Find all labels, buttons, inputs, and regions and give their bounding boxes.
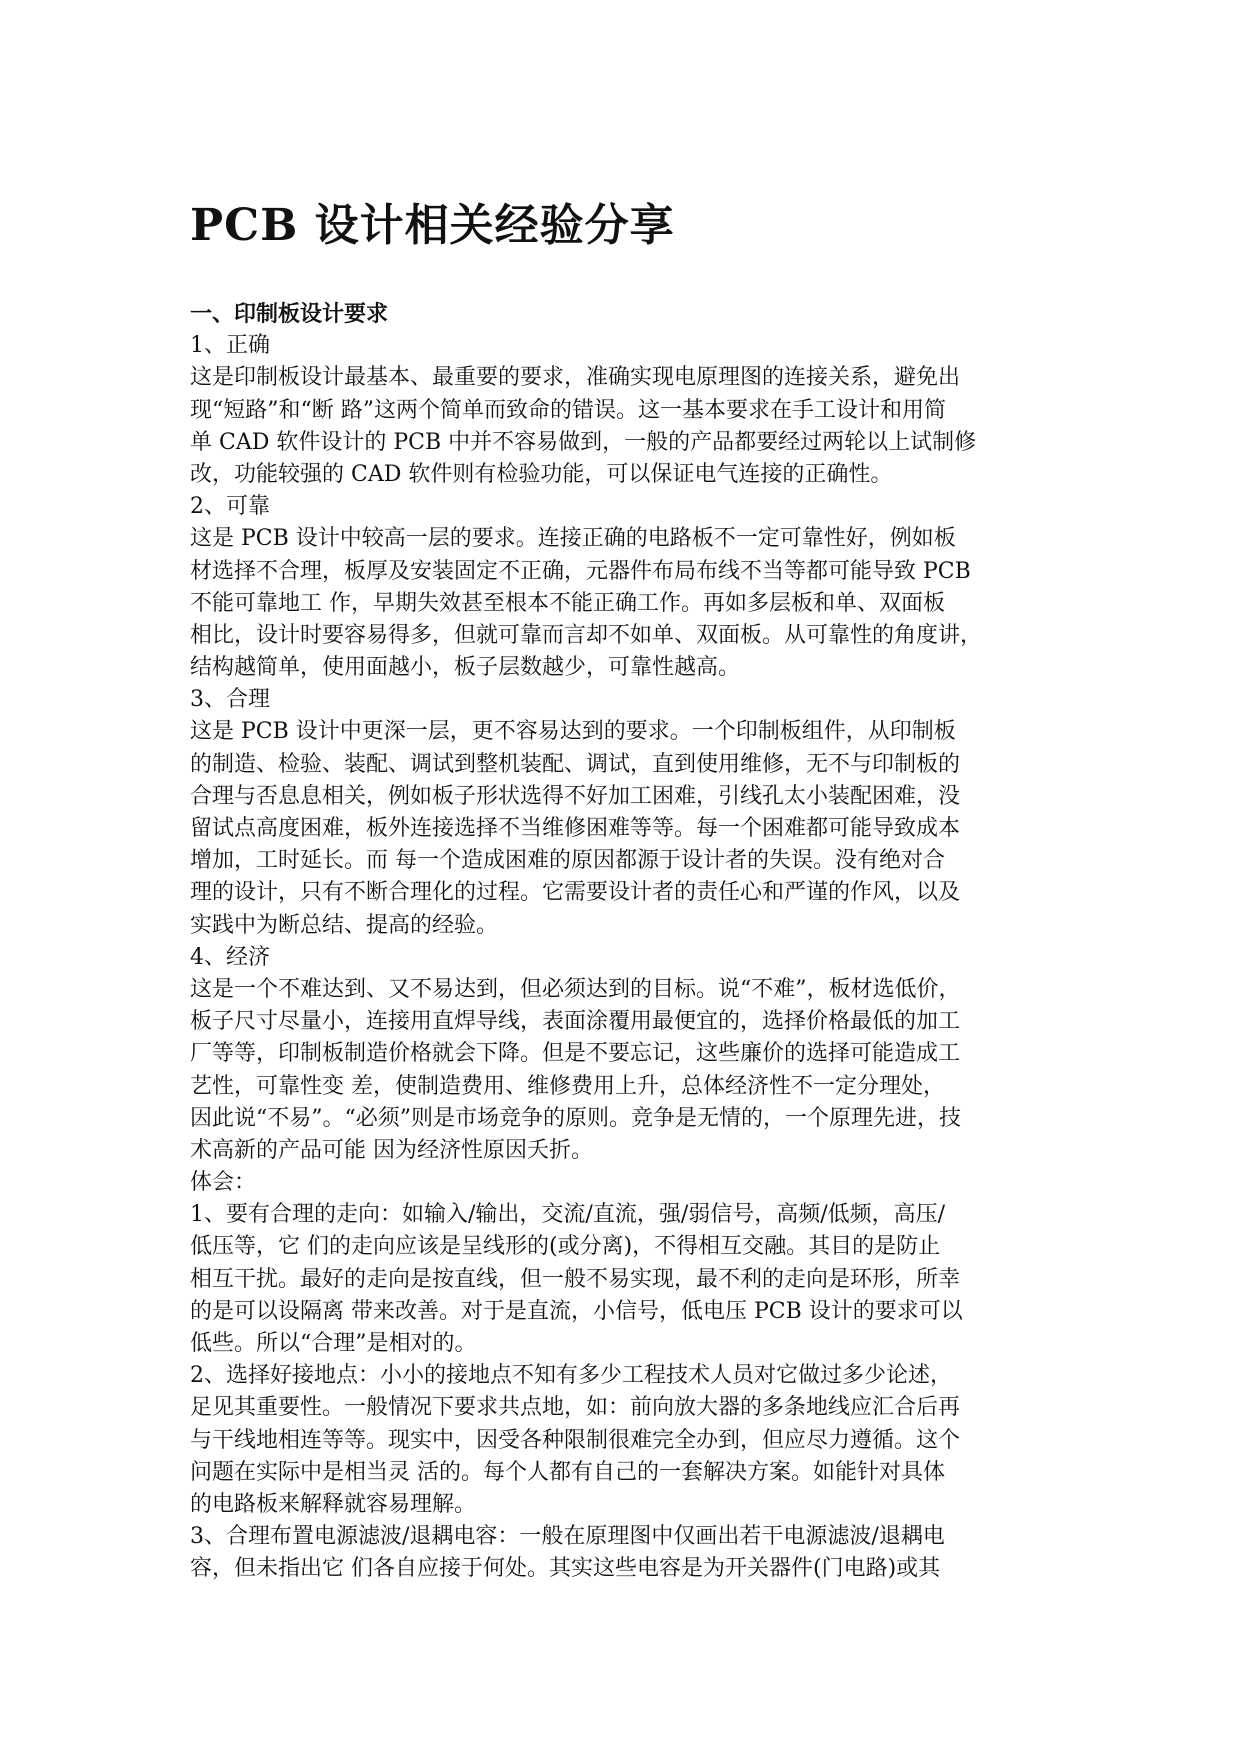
text-line: 理的设计，只有不断合理化的过程。它需要设计者的责任心和严谨的作风，以及 <box>190 880 961 906</box>
text-line: 低些。所以“合理”是相对的。 <box>190 1331 477 1356</box>
text-line: 低压等，它 们的走向应该是呈线形的(或分离)，不得相互交融。其目的是防止 <box>190 1234 941 1260</box>
text-line: 2、选择好接地点：小小的接地点不知有多少工程技术人员对它做过多少论述， <box>190 1363 952 1389</box>
text-line: 的制造、检验、装配、调试到整机装配、调试，直到使用维修，无不与印制板的 <box>190 751 961 777</box>
text-line: 因此说“不易”。“必须”则是市场竞争的原则。竞争是无情的，一个原理先进，技 <box>190 1105 961 1131</box>
text-line: 留试点高度困难，板外连接选择不当维修困难等等。每一个困难都可能导致成本 <box>190 816 961 841</box>
text-line: 改，功能较强的 CAD 软件则有检验功能，可以保证电气连接的正确性。 <box>190 461 893 487</box>
text-line: 问题在实际中是相当灵 活的。每个人都有自己的一套解决方案。如能针对具体 <box>190 1459 945 1485</box>
text-line: 的是可以设隔离 带来改善。对于是直流，小信号，低电压 PCB 设计的要求可以 <box>190 1298 963 1324</box>
text-line: 这是一个不难达到、又不易达到，但必须达到的目标。说“不难”，板材选低价， <box>190 976 961 1002</box>
text-line: 材选择不合理，板厚及安装固定不正确，元器件布局布线不当等都可能导致 PCB <box>190 558 971 584</box>
text-line: 实践中为断总结、提高的经验。 <box>190 912 499 938</box>
text-line: 结构越简单，使用面越小，板子层数越少，可靠性越高。 <box>190 655 741 681</box>
text-line: 这是印制板设计最基本、最重要的要求，准确实现电原理图的连接关系，避免出 <box>190 365 961 391</box>
text-line: 与干线地相连等等。现实中，因受各种限制很难完全办到，但应尽力遵循。这个 <box>190 1427 961 1453</box>
text-line: 3、合理 <box>190 687 270 713</box>
text-line: 容，但未指出它 们各自应接于何处。其实这些电容是为开关器件(门电路)或其 <box>190 1556 941 1582</box>
section-heading: 一、印制板设计要求 <box>190 301 389 327</box>
text-line: 3、合理布置电源滤波/退耦电容：一般在原理图中仅画出若干电源滤波/退耦电 <box>190 1524 945 1550</box>
text-line: 的电路板来解释就容易理解。 <box>190 1491 477 1517</box>
text-line: 相比，设计时要容易得多，但就可靠而言却不如单、双面板。从可靠性的角度讲， <box>190 622 983 648</box>
text-line: 厂等等，印制板制造价格就会下降。但是不要忘记，这些廉价的选择可能造成工 <box>190 1041 961 1067</box>
text-line: 体会： <box>190 1170 257 1196</box>
text-line: 4、经济 <box>190 944 270 970</box>
text-line: 这是 PCB 设计中较高一层的要求。连接正确的电路板不一定可靠性好，例如板 <box>190 526 956 552</box>
text-line: 不能可靠地工 作，早期失效甚至根本不能正确工作。再如多层板和单、双面板 <box>190 590 945 616</box>
text-line: 相互干扰。最好的走向是按直线，但一般不易实现，最不利的走向是环形，所幸 <box>190 1266 961 1292</box>
text-line: 增加，工时延长。而 每一个造成困难的原因都源于设计者的失误。没有绝对合 <box>190 848 945 874</box>
document-body <box>190 298 1070 1586</box>
text-line: 单 CAD 软件设计的 PCB 中并不容易做到，一般的产品都要经过两轮以上试制修 <box>190 429 977 455</box>
text-line: 术高新的产品可能 因为经济性原因夭折。 <box>190 1137 593 1163</box>
text-line: 足见其重要性。一般情况下要求共点地，如：前向放大器的多条地线应汇合后再 <box>190 1395 961 1421</box>
text-line: 1、要有合理的走向：如输入/输出，交流/直流，强/弱信号，高频/低频，高压/ <box>190 1202 946 1228</box>
text-line: 现“短路”和“断 路”这两个简单而致命的错误。这一基本要求在手工设计和用简 <box>190 397 946 423</box>
document-page <box>190 0 1070 1754</box>
text-line: 1、正确 <box>190 333 270 359</box>
text-line: 板子尺寸尽量小，连接用直焊导线，表面涂覆用最便宜的，选择价格最低的加工 <box>190 1009 961 1035</box>
document-title: PCB 设计相关经验分享 <box>190 200 675 251</box>
text-line: 2、可靠 <box>190 494 270 520</box>
text-line: 合理与否息息相关，例如板子形状选得不好加工困难，引线孔太小装配困难，没 <box>190 783 961 809</box>
text-line: 艺性，可靠性变 差，使制造费用、维修费用上升，总体经济性不一定分理处， <box>190 1073 945 1099</box>
text-line: 这是 PCB 设计中更深一层，更不容易达到的要求。一个印制板组件，从印制板 <box>190 719 956 745</box>
